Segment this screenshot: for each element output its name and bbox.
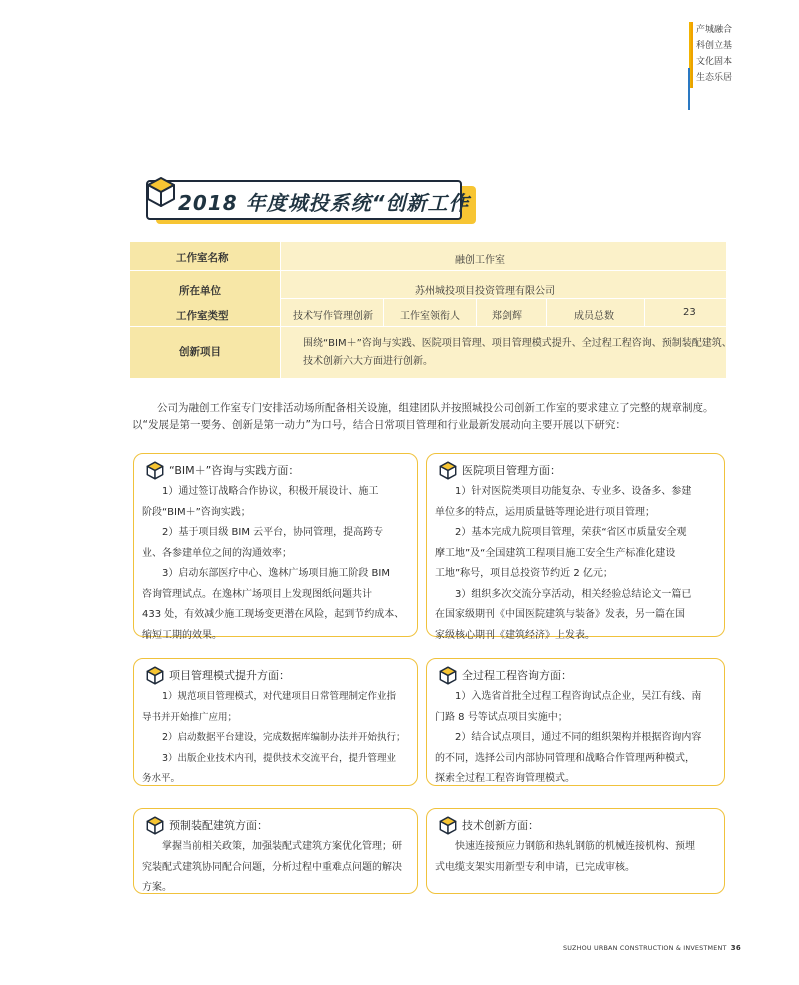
table-divider (644, 298, 645, 326)
table-divider (280, 298, 726, 299)
cube-icon (439, 816, 457, 835)
body-line: 咨询管理试点。在逸林广场项目上发现图纸问题共计 (142, 588, 372, 600)
tag-item: 文化固本 (696, 57, 733, 67)
section-card-bim (133, 453, 418, 641)
body-line: 掌握当前相关政策，加强装配式建筑方案优化管理；研 (162, 841, 402, 852)
section-title: “BIM＋”咨询与实践方面： (169, 464, 300, 477)
studio-info-table (130, 242, 732, 378)
body-line: 433 处，有效减少施工现场变更潜在风险，起到节约成本、 (142, 609, 405, 620)
cube-icon (146, 176, 176, 208)
section-card-tech (426, 808, 725, 894)
section-title: 预制装配建筑方面： (169, 819, 268, 832)
table-divider (130, 326, 726, 327)
intro-line: 公司为融创工作室专门安排活动场所配备相关设施，组建团队并按照城投公司创新工作室的要求建立了完整的规章制度。 (157, 402, 714, 414)
body-line: 工地”称号，项目总投资节约近 2 亿元； (435, 568, 613, 579)
body-line: 3）启动东部医疗中心、逸林广场项目施工阶段 BIM (162, 568, 390, 579)
cube-icon (146, 461, 164, 480)
body-line: 家级核心期刊《建筑经济》上发表。 (435, 629, 595, 641)
body-line: 探索全过程工程咨询管理模式。 (435, 773, 575, 784)
section-header (439, 815, 539, 835)
page-title-banner (140, 177, 478, 227)
body-line: 的不同，选择公司内部协同管理和战略合作管理两种模式， (435, 752, 695, 764)
body-line: 1）规范项目管理模式，对代建项目日常管理制定作业指 (162, 691, 397, 702)
body-line: 2）结合试点项目，通过不同的组织架构并根据咨询内容 (455, 732, 702, 743)
table-divider (383, 298, 384, 326)
leader-label: 工作室领衔人 (400, 311, 460, 322)
project-line: 技术创新六大方面进行创新。 (303, 356, 433, 367)
body-line: 务水平。 (142, 773, 181, 784)
page-footer (563, 944, 741, 952)
type-value: 技术写作管理创新 (293, 311, 373, 322)
section-card-prefab (133, 808, 418, 894)
tag-accent-bar (688, 68, 690, 110)
body-line: 究装配式建筑协同配合问题，分析过程中重难点问题的解决 (142, 861, 402, 873)
theme-tags (689, 22, 756, 88)
body-line: 方案。 (142, 882, 172, 893)
section-body (142, 837, 402, 899)
section-card-project-management (133, 658, 418, 786)
table-divider (130, 270, 726, 271)
body-line: 快速连接预应力钢筋和热轧钢筋的机械连接机构、预埋 (455, 841, 695, 852)
project-line: 围绕“BIM＋”咨询与实践、医院项目管理、项目管理模式提升、全过程工程咨询、预制装配建筑、 (303, 338, 732, 349)
body-line: 3）组织多次交流分享活动，相关经验总结论文一篇已 (455, 588, 692, 600)
section-title: 技术创新方面： (462, 819, 539, 832)
body-line: 门路 8 号等试点项目实施中； (435, 711, 568, 723)
name-value: 融创工作室 (455, 255, 505, 266)
leader-value: 郑剑辉 (492, 311, 522, 322)
name-label: 工作室名称 (176, 252, 229, 264)
section-header (439, 460, 561, 480)
body-line: 3）出版企业技术内刊，提供技术交流平台，提升管理业 (162, 752, 397, 764)
section-body (435, 482, 691, 646)
body-line: 1）通过签订战略合作协议，积极开展设计、施工 (162, 486, 379, 497)
tag-item: 产城融合 (696, 25, 733, 35)
section-header (146, 815, 268, 835)
body-line: 摩工地”及“全国建筑工程项目施工安全生产标准化建设 (435, 547, 676, 559)
page-title: 2018 年度城投系统“创新工作 (178, 191, 470, 215)
body-line: 1）针对医院类项目功能复杂、专业多、设备多、参建 (455, 486, 692, 497)
tag-item: 生态乐居 (696, 73, 733, 83)
title-box (146, 180, 470, 220)
body-line: 2）基于项目级 BIM 云平台，协同管理，提高跨专 (162, 527, 384, 538)
body-line: 在国家级期刊《中国医院建筑与装备》发表，另一篇在国 (435, 609, 685, 620)
members-value: 23 (683, 307, 696, 318)
section-title: 医院项目管理方面： (462, 464, 561, 477)
cube-icon (146, 666, 164, 685)
section-header (439, 665, 572, 685)
section-body (142, 687, 406, 790)
section-header (146, 460, 299, 480)
section-body (142, 482, 404, 646)
project-label: 创新项目 (179, 346, 221, 358)
body-line: 2）启动数据平台建设，完成数据库编制办法并开始执行； (162, 732, 406, 743)
footer-text: SUZHOU URBAN CONSTRUCTION & INVESTMENT (563, 944, 727, 952)
table-divider (546, 298, 547, 326)
table-divider (476, 298, 477, 326)
body-line: 缩短工期的效果。 (142, 629, 222, 641)
section-body (435, 837, 695, 878)
table-divider (280, 242, 281, 378)
page-number: 36 (730, 944, 741, 952)
unit-value: 苏州城投项目投资管理有限公司 (415, 286, 555, 297)
section-header (146, 665, 290, 685)
body-line: 阶段“BIM＋”咨询实践； (142, 506, 251, 518)
members-label: 成员总数 (574, 311, 614, 322)
cube-icon (439, 461, 457, 480)
cube-icon (439, 666, 457, 685)
cube-icon (146, 816, 164, 835)
type-label: 工作室类型 (176, 310, 229, 322)
body-line: 2）基本完成九院项目管理，荣获“省区市质量安全观 (455, 527, 687, 538)
intro-line: 以“发展是第一要务、创新是第一动力”为口号，结合日常项目管理和行业最新发展动向主要开展以下研究： (132, 419, 626, 431)
section-title: 项目管理模式提升方面： (169, 669, 290, 682)
body-line: 式电缆支架实用新型专利申请，已完成审核。 (435, 861, 635, 873)
body-line: 单位多的特点，运用质量链等理论进行项目管理； (435, 506, 655, 518)
body-line: 业、各参建单位之间的沟通效率； (142, 547, 292, 559)
tag-item: 科创立基 (696, 41, 733, 51)
intro-paragraph (132, 400, 726, 434)
unit-label: 所在单位 (179, 285, 221, 297)
section-card-consulting (426, 658, 725, 786)
section-title: 全过程工程咨询方面： (462, 669, 572, 682)
body-line: 1）入选省首批全过程工程咨询试点企业，吴江有线、南 (455, 691, 702, 702)
section-body (435, 687, 701, 790)
section-card-hospital (426, 453, 725, 641)
body-line: 导书并开始推广应用； (142, 711, 238, 723)
